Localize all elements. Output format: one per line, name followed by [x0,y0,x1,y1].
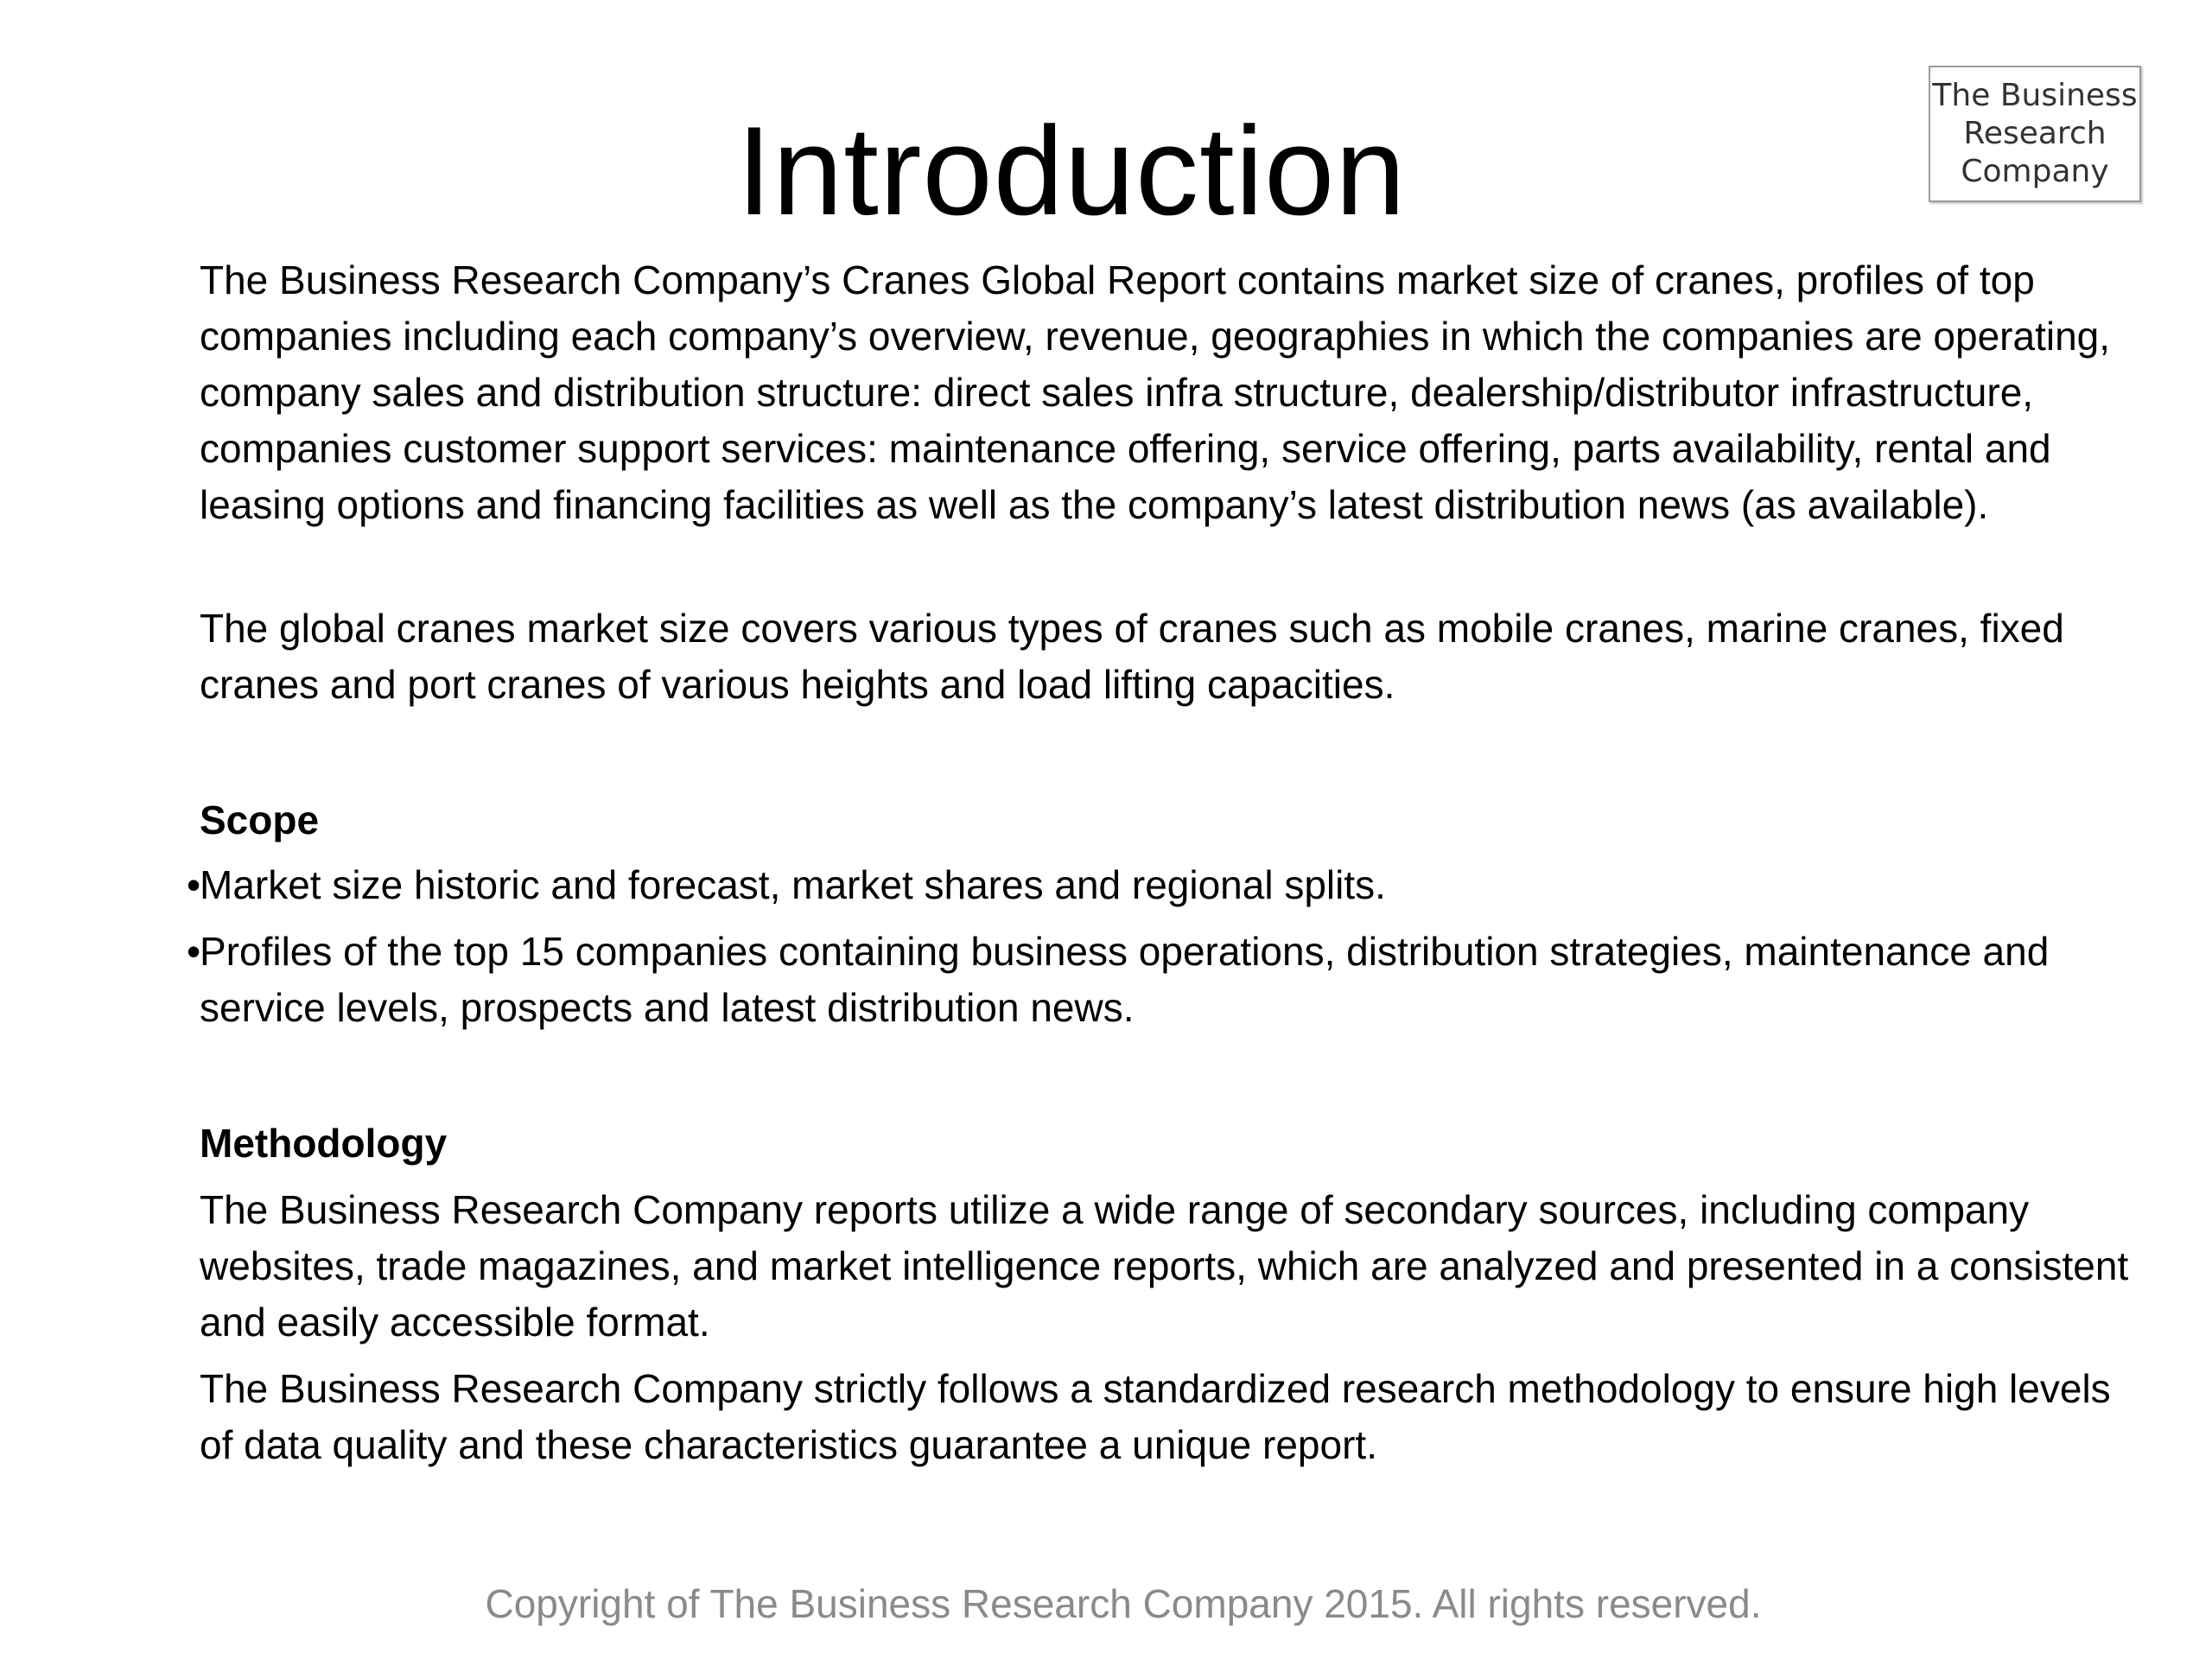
copyright-footer: Copyright of The Business Research Company 2015. All rights reserved. [485,1581,1762,1626]
company-logo [1929,66,2141,202]
intro-paragraph: The Business Research Company’s Cranes Global Report contains market size of cranes, profiles of top companies including each company’s overview, revenue, geographies in which the companies are operating, company sales and distribution structure: direct sales infra structure, dealership/distributor infrastructure, companies customer support services: maintenance offering, service offering, parts availability, rental and leasing options and financing facilities as well as the company’s latest distribution news (as available). [200,257,2111,527]
logo-line-1: The Business [1932,78,2138,113]
bullet-icon: • [187,862,201,907]
logo-line-3: Company [1961,154,2109,189]
scope-bullet-item [187,857,2135,913]
slide-body [187,252,2135,1473]
scope-bullet-text: Market size historic and forecast, market shares and regional splits. [200,862,1386,907]
bullet-icon: • [187,929,201,974]
methodology-paragraph: The Business Research Company reports utilize a wide range of secondary sources, including company websites, trade magazines, and market intelligence reports, which are analyzed and presented in a consistent and easily accessible format. [200,1187,2129,1344]
spacer [200,713,2135,792]
page-title: Introduction [736,100,1407,241]
scope-bullet-text: Profiles of the top 15 companies containing business operations, distribution strategies, maintenance and service levels, prospects and latest distribution news. [200,929,2050,1030]
scope-heading: Scope [200,798,320,842]
spacer [200,1036,2135,1116]
methodology-heading: Methodology [200,1121,448,1166]
scope-bullet-item [187,924,2135,1036]
methodology-paragraph: The Business Research Company strictly follows a standardized research methodology to ensure high levels of data quality and these characteristics guarantee a unique report. [200,1366,2111,1467]
logo-line-2: Research [1963,116,2107,151]
spacer [200,533,2135,601]
intro-paragraph: The global cranes market size covers various types of cranes such as mobile cranes, marine cranes, fixed cranes and port cranes of various heights and load lifting capacities. [200,606,2064,707]
